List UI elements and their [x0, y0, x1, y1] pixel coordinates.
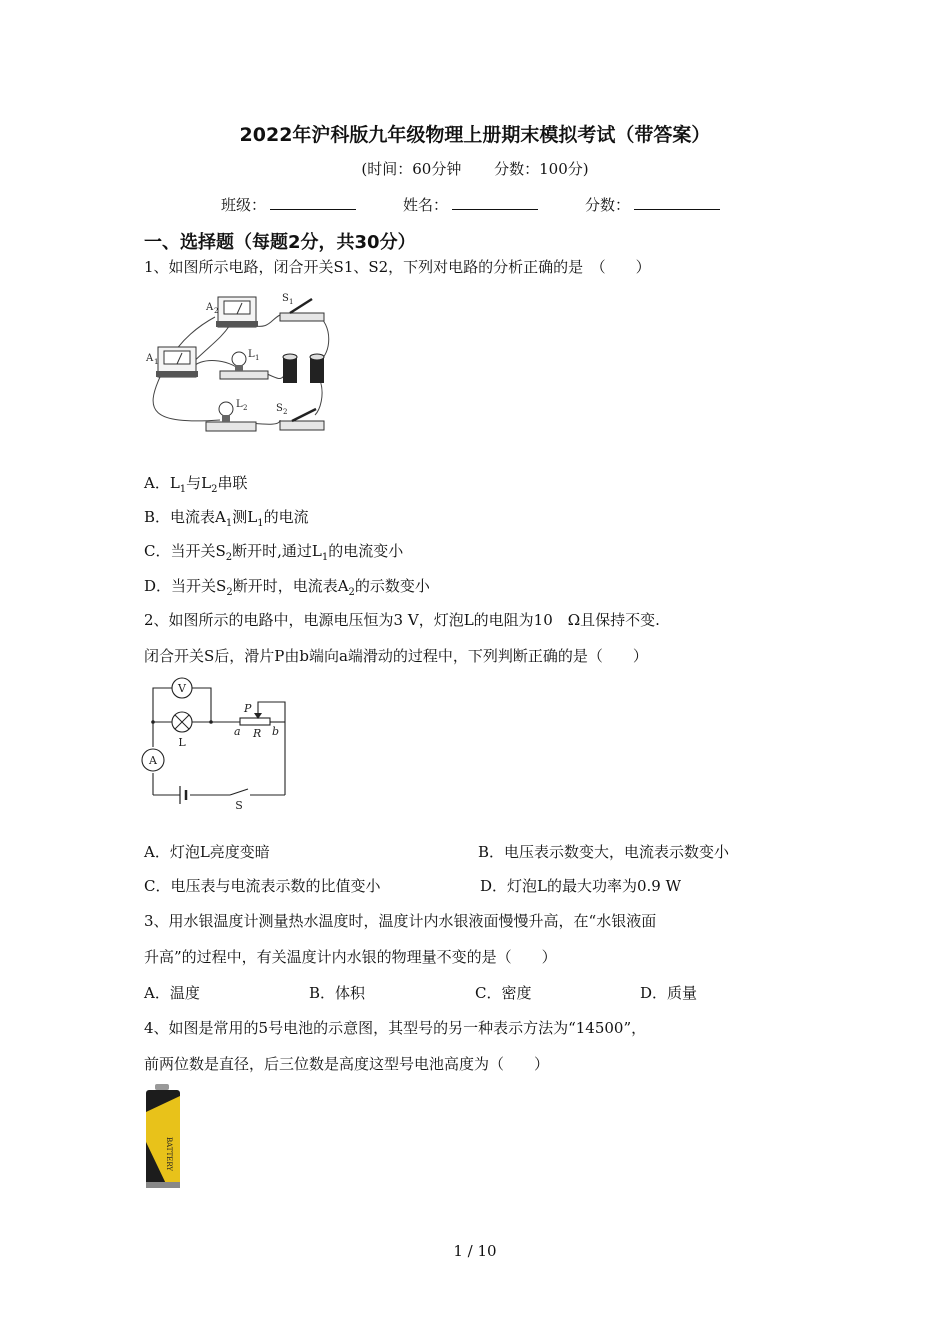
q1-label-l1-sub: 1: [255, 354, 260, 362]
q2-option-d[interactable]: D．灯泡L的最大功率为0.9 W: [480, 877, 682, 895]
section-title: 一、选择题（每题2分，共30分）: [144, 232, 416, 253]
name-field[interactable]: [403, 194, 538, 215]
q1-label-l1: L: [248, 349, 255, 360]
q1-circuit-figure: [140, 285, 340, 445]
q1-label-l2: L: [236, 399, 243, 410]
q2-option-b[interactable]: B．电压表示数变大，电流表示数变小: [478, 843, 730, 861]
q3-option-a[interactable]: A．温度: [144, 984, 200, 1002]
page-number: 1 / 10: [453, 1242, 497, 1260]
score-label: 分数：: [585, 196, 631, 214]
q1-label-s2: S: [276, 403, 283, 414]
q2-label-switch: S: [235, 799, 243, 810]
q2-label-p: P: [244, 702, 252, 715]
q1-option-d[interactable]: D．当开关$S_2$断开时，电流表$A_2$的示数变小: [144, 577, 430, 598]
q1-option-b[interactable]: B．电流表$A_1$测$L_1$的电流: [144, 508, 309, 529]
name-blank[interactable]: [452, 194, 538, 210]
q3-stem-line2: 升高”的过程中，有关温度计内水银的物理量不变的是（ ）: [144, 948, 557, 966]
q4-battery-text: BATTERY: [165, 1136, 173, 1172]
class-label: 班级：: [221, 196, 267, 214]
q3-option-b[interactable]: B．体积: [309, 984, 366, 1002]
page-title: 2022年沪科版九年级物理上册期末模拟考试（带答案）: [239, 124, 711, 146]
name-label: 姓名：: [403, 196, 449, 214]
exam-meta: [0, 158, 950, 179]
score-field[interactable]: [585, 194, 720, 215]
q4-stem-line2: 前两位数是直径，后三位数是高度这型号电池高度为（ ）: [144, 1055, 550, 1073]
q2-option-a[interactable]: A．灯泡L亮度变暗: [144, 843, 270, 861]
q4-stem-line1: 4、如图是常用的5号电池的示意图，其型号的另一种表示方法为“14500”，: [144, 1019, 647, 1037]
q1-label-s1-sub: 1: [289, 298, 294, 306]
q1-label-a1-sub: 1: [154, 358, 159, 366]
class-field[interactable]: [221, 194, 356, 215]
q2-label-lamp: L: [178, 736, 186, 749]
q2-stem-line1: 2、如图所示的电路中，电源电压恒为3 V，灯泡L的电阻为10 Ω且保持不变.: [144, 611, 660, 629]
q1-label-a2: A: [206, 302, 214, 313]
class-blank[interactable]: [270, 194, 356, 210]
q2-option-c[interactable]: C．电压表与电流表示数的比值变小: [144, 877, 381, 895]
q1-option-a[interactable]: A．$L_1$与$L_2$串联: [144, 474, 248, 495]
q2-circuit-figure: [140, 675, 300, 810]
q2-label-b-end: b: [272, 725, 280, 738]
q2-label-a-end: a: [234, 725, 241, 738]
q1-stem: 1、如图所示电路，闭合开关S1、S2，下列对电路的分析正确的是 （ ）: [144, 258, 651, 276]
q1-label-s2-sub: 2: [283, 408, 288, 416]
q1-label-s1: S: [282, 293, 289, 304]
q3-option-d[interactable]: D．质量: [640, 984, 698, 1002]
exam-time: (时间：60分钟: [361, 160, 462, 178]
q1-label-l2-sub: 2: [243, 404, 248, 412]
score-blank[interactable]: [634, 194, 720, 210]
q1-label-a1: A: [146, 353, 154, 364]
q1-option-c[interactable]: C．当开关$S_2$断开时,通过$L_1$的电流变小: [144, 542, 404, 563]
q1-label-a2-sub: 2: [214, 307, 219, 315]
exam-score: 分数：100分): [494, 160, 589, 178]
q3-stem-line1: 3、用水银温度计测量热水温度时，温度计内水银液面慢慢升高，在“水银液面: [144, 912, 657, 930]
q4-battery-figure: [140, 1082, 186, 1194]
q2-label-ammeter: A: [149, 754, 157, 767]
q2-stem-line2: 闭合开关S后，滑片P由b端向a端滑动的过程中，下列判断正确的是（ ）: [144, 647, 648, 665]
q2-label-r: R: [253, 727, 262, 740]
q2-label-voltmeter: V: [178, 682, 186, 695]
q3-option-c[interactable]: C．密度: [475, 984, 532, 1002]
